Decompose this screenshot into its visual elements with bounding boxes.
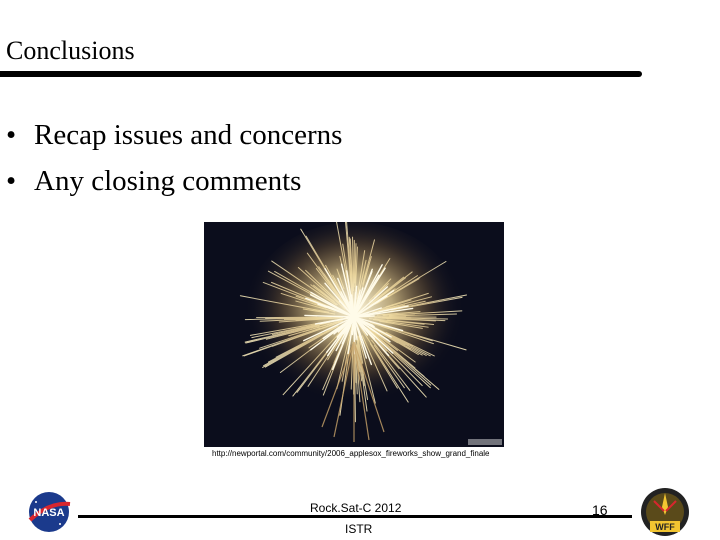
title-divider bbox=[0, 71, 642, 77]
bullet-list bbox=[6, 112, 342, 204]
wff-logo-icon bbox=[640, 485, 690, 540]
bullet-text: Recap issues and concerns bbox=[34, 119, 343, 151]
nasa-logo-text: NASA bbox=[33, 507, 65, 519]
image-caption: http://newportal.com/community/2006_applesox_fireworks_show_grand_finale bbox=[212, 449, 490, 458]
bullet-marker: • bbox=[6, 119, 17, 151]
bullet-marker: • bbox=[6, 165, 17, 197]
bullet-item bbox=[6, 112, 342, 158]
footer-divider bbox=[78, 515, 632, 518]
page-number: 16 bbox=[592, 502, 608, 518]
bullet-item bbox=[6, 158, 342, 204]
footer-subtitle: ISTR bbox=[345, 522, 373, 536]
nasa-logo-icon bbox=[24, 490, 74, 534]
slide-title: Conclusions bbox=[6, 36, 135, 65]
bullet-text: Any closing comments bbox=[34, 165, 302, 197]
fireworks-photo bbox=[204, 222, 504, 447]
wff-logo-text: WFF bbox=[655, 522, 675, 532]
footer-title: Rock.Sat-C 2012 bbox=[310, 501, 402, 515]
